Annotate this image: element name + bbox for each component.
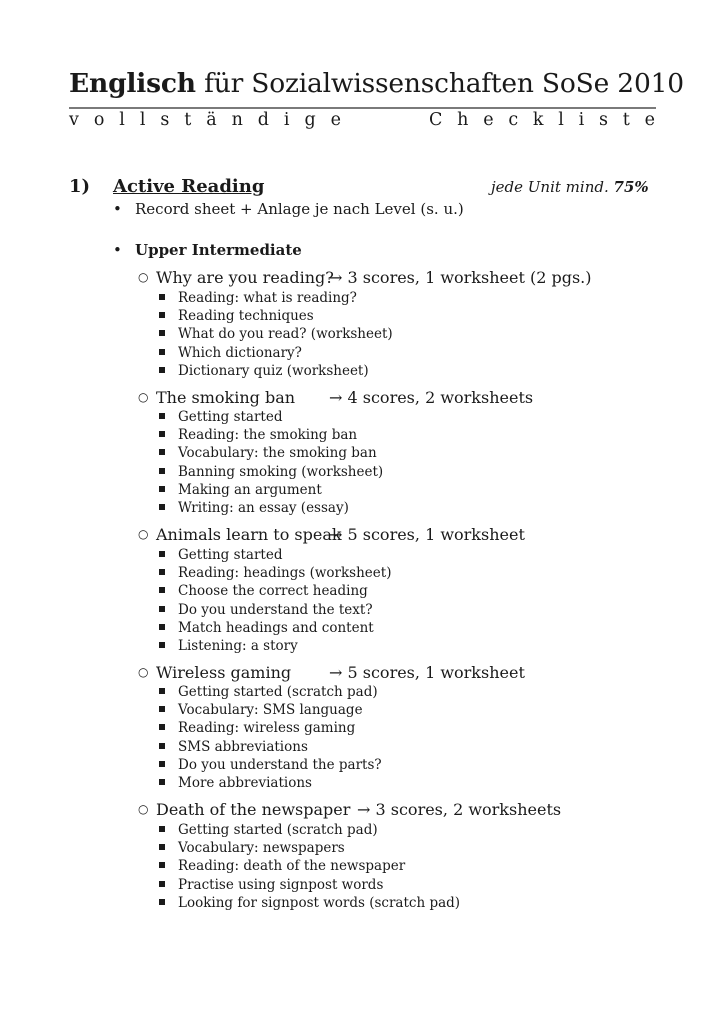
list-item: [159, 719, 382, 737]
unit-item-list: [159, 546, 391, 655]
unit-item-list: [159, 821, 460, 912]
list-item-text: Getting started: [178, 409, 283, 425]
unit-name: Animals learn to speak: [156, 525, 342, 544]
list-item-text: What do you read? (worksheet): [178, 326, 393, 343]
list-item: [159, 894, 460, 912]
square-bullet-icon: [159, 551, 165, 557]
subtitle-right-text: C h e c k l i s t e: [429, 110, 655, 130]
list-item-text: Reading: the smoking ban: [178, 427, 358, 444]
square-bullet-icon: [159, 779, 165, 785]
list-item-text: Reading: wireless gaming: [178, 720, 356, 737]
subtitle-left-text: v o l l s t ä n d i g e: [69, 110, 341, 130]
square-bullet-icon: [159, 367, 165, 373]
square-bullet-icon: [159, 881, 165, 887]
list-item: [159, 857, 460, 875]
square-bullet-icon: [159, 862, 165, 868]
list-item: [159, 307, 393, 325]
list-item: [159, 444, 383, 462]
unit-heading: [138, 525, 525, 544]
unit-name: Wireless gaming: [156, 663, 292, 682]
title-bold: Englisch: [69, 68, 196, 99]
list-item-text: Which dictionary?: [178, 344, 302, 361]
list-item: [159, 481, 383, 499]
square-bullet-icon: [159, 504, 165, 510]
list-item-text: Do you understand the parts?: [178, 756, 382, 773]
square-bullet-icon: [159, 431, 165, 437]
square-bullet-icon: [159, 294, 165, 300]
unit-heading: [138, 663, 525, 682]
list-item-text: Looking for signpost words (scratch pad): [178, 894, 461, 911]
square-bullet-icon: [159, 468, 165, 474]
list-item: [159, 876, 460, 894]
unit-item-list: [159, 408, 383, 517]
level-heading-text: Upper Intermediate: [135, 241, 302, 259]
section-bullet: [113, 200, 464, 218]
section-bullet-text: Record sheet + Anlage je nach Level (s. u.): [135, 200, 464, 218]
title-rest: für Sozialwissenschaften SoSe 2010: [204, 68, 684, 99]
list-item-text: Reading: death of the newspaper: [178, 858, 406, 875]
bullet-dot-icon: •: [113, 200, 122, 218]
section-requirement: [491, 178, 649, 196]
square-bullet-icon: [159, 449, 165, 455]
unit-score: → 3 scores, 1 worksheet (2 pgs.): [329, 268, 592, 287]
subtitle-right: [429, 110, 655, 130]
square-bullet-icon: [159, 312, 165, 318]
list-item: [159, 463, 383, 481]
square-bullet-icon: [159, 606, 165, 612]
title-rule: [69, 107, 656, 109]
circle-bullet-icon: ○: [138, 270, 149, 284]
circle-bullet-icon: ○: [138, 527, 149, 541]
level-heading: [113, 241, 302, 259]
list-item-text: Vocabulary: the smoking ban: [178, 445, 377, 462]
square-bullet-icon: [159, 844, 165, 850]
square-bullet-icon: [159, 642, 165, 648]
list-item: [159, 683, 382, 701]
square-bullet-icon: [159, 899, 165, 905]
unit-score: → 5 scores, 1 worksheet: [329, 663, 525, 682]
subtitle-left: [69, 110, 341, 130]
list-item-text: Reading: what is reading?: [178, 290, 357, 306]
list-item: [159, 362, 393, 380]
list-item: [159, 601, 391, 619]
list-item-text: Practise using signpost words: [178, 876, 384, 893]
square-bullet-icon: [159, 587, 165, 593]
list-item: [159, 701, 382, 719]
list-item-text: Reading: headings (worksheet): [178, 565, 392, 582]
square-bullet-icon: [159, 349, 165, 355]
square-bullet-icon: [159, 826, 165, 832]
list-item: [159, 821, 460, 839]
list-item-text: Making an argument: [178, 481, 322, 498]
square-bullet-icon: [159, 706, 165, 712]
page-title: [69, 68, 684, 99]
circle-bullet-icon: ○: [138, 665, 149, 679]
square-bullet-icon: [159, 743, 165, 749]
list-item: [159, 408, 383, 426]
unit-heading: [138, 800, 562, 819]
circle-bullet-icon: ○: [138, 802, 149, 816]
list-item: [159, 637, 391, 655]
list-item-text: More abbreviations: [178, 775, 312, 792]
list-item: [159, 499, 383, 517]
list-item: [159, 564, 391, 582]
list-item-text: Getting started (scratch pad): [178, 684, 378, 700]
unit-name: The smoking ban: [156, 388, 296, 407]
list-item: [159, 738, 382, 756]
circle-bullet-icon: ○: [138, 390, 149, 404]
list-item-text: Vocabulary: SMS language: [178, 702, 363, 719]
section-number: 1): [69, 176, 91, 197]
unit-heading: [138, 388, 534, 407]
unit-item-list: [159, 683, 382, 792]
square-bullet-icon: [159, 724, 165, 730]
list-item-text: Match headings and content: [178, 619, 374, 636]
list-item-text: Getting started: [178, 547, 283, 563]
square-bullet-icon: [159, 761, 165, 767]
list-item-text: Do you understand the text?: [178, 601, 373, 618]
requirement-value: 75%: [613, 178, 649, 196]
unit-score: → 5 scores, 1 worksheet: [329, 525, 525, 544]
list-item-text: Choose the correct heading: [178, 583, 368, 600]
section-title: Active Reading: [113, 176, 265, 197]
list-item: [159, 546, 391, 564]
list-item: [159, 289, 393, 307]
list-item-text: Banning smoking (worksheet): [178, 463, 384, 480]
list-item: [159, 426, 383, 444]
list-item: [159, 325, 393, 343]
list-item: [159, 619, 391, 637]
square-bullet-icon: [159, 330, 165, 336]
unit-score: → 4 scores, 2 worksheets: [329, 388, 534, 407]
square-bullet-icon: [159, 413, 165, 419]
square-bullet-icon: [159, 569, 165, 575]
list-item-text: SMS abbreviations: [178, 738, 308, 755]
list-item: [159, 774, 382, 792]
list-item-text: Reading techniques: [178, 308, 314, 325]
list-item: [159, 344, 393, 362]
unit-name: Death of the newspaper: [156, 800, 351, 819]
square-bullet-icon: [159, 688, 165, 694]
list-item: [159, 756, 382, 774]
unit-heading: [138, 268, 592, 287]
list-item-text: Vocabulary: newspapers: [178, 840, 345, 857]
list-item-text: Dictionary quiz (worksheet): [178, 362, 369, 379]
unit-name: Why are you reading?: [156, 268, 334, 287]
square-bullet-icon: [159, 486, 165, 492]
square-bullet-icon: [159, 624, 165, 630]
list-item-text: Listening: a story: [178, 638, 298, 655]
list-item: [159, 839, 460, 857]
list-item-text: Getting started (scratch pad): [178, 822, 378, 838]
list-item: [159, 582, 391, 600]
bullet-dot-icon: •: [113, 241, 122, 259]
requirement-prefix: jede Unit mind.: [491, 178, 609, 196]
list-item-text: Writing: an essay (essay): [178, 500, 349, 517]
unit-score: → 3 scores, 2 worksheets: [357, 800, 562, 819]
unit-item-list: [159, 289, 393, 380]
